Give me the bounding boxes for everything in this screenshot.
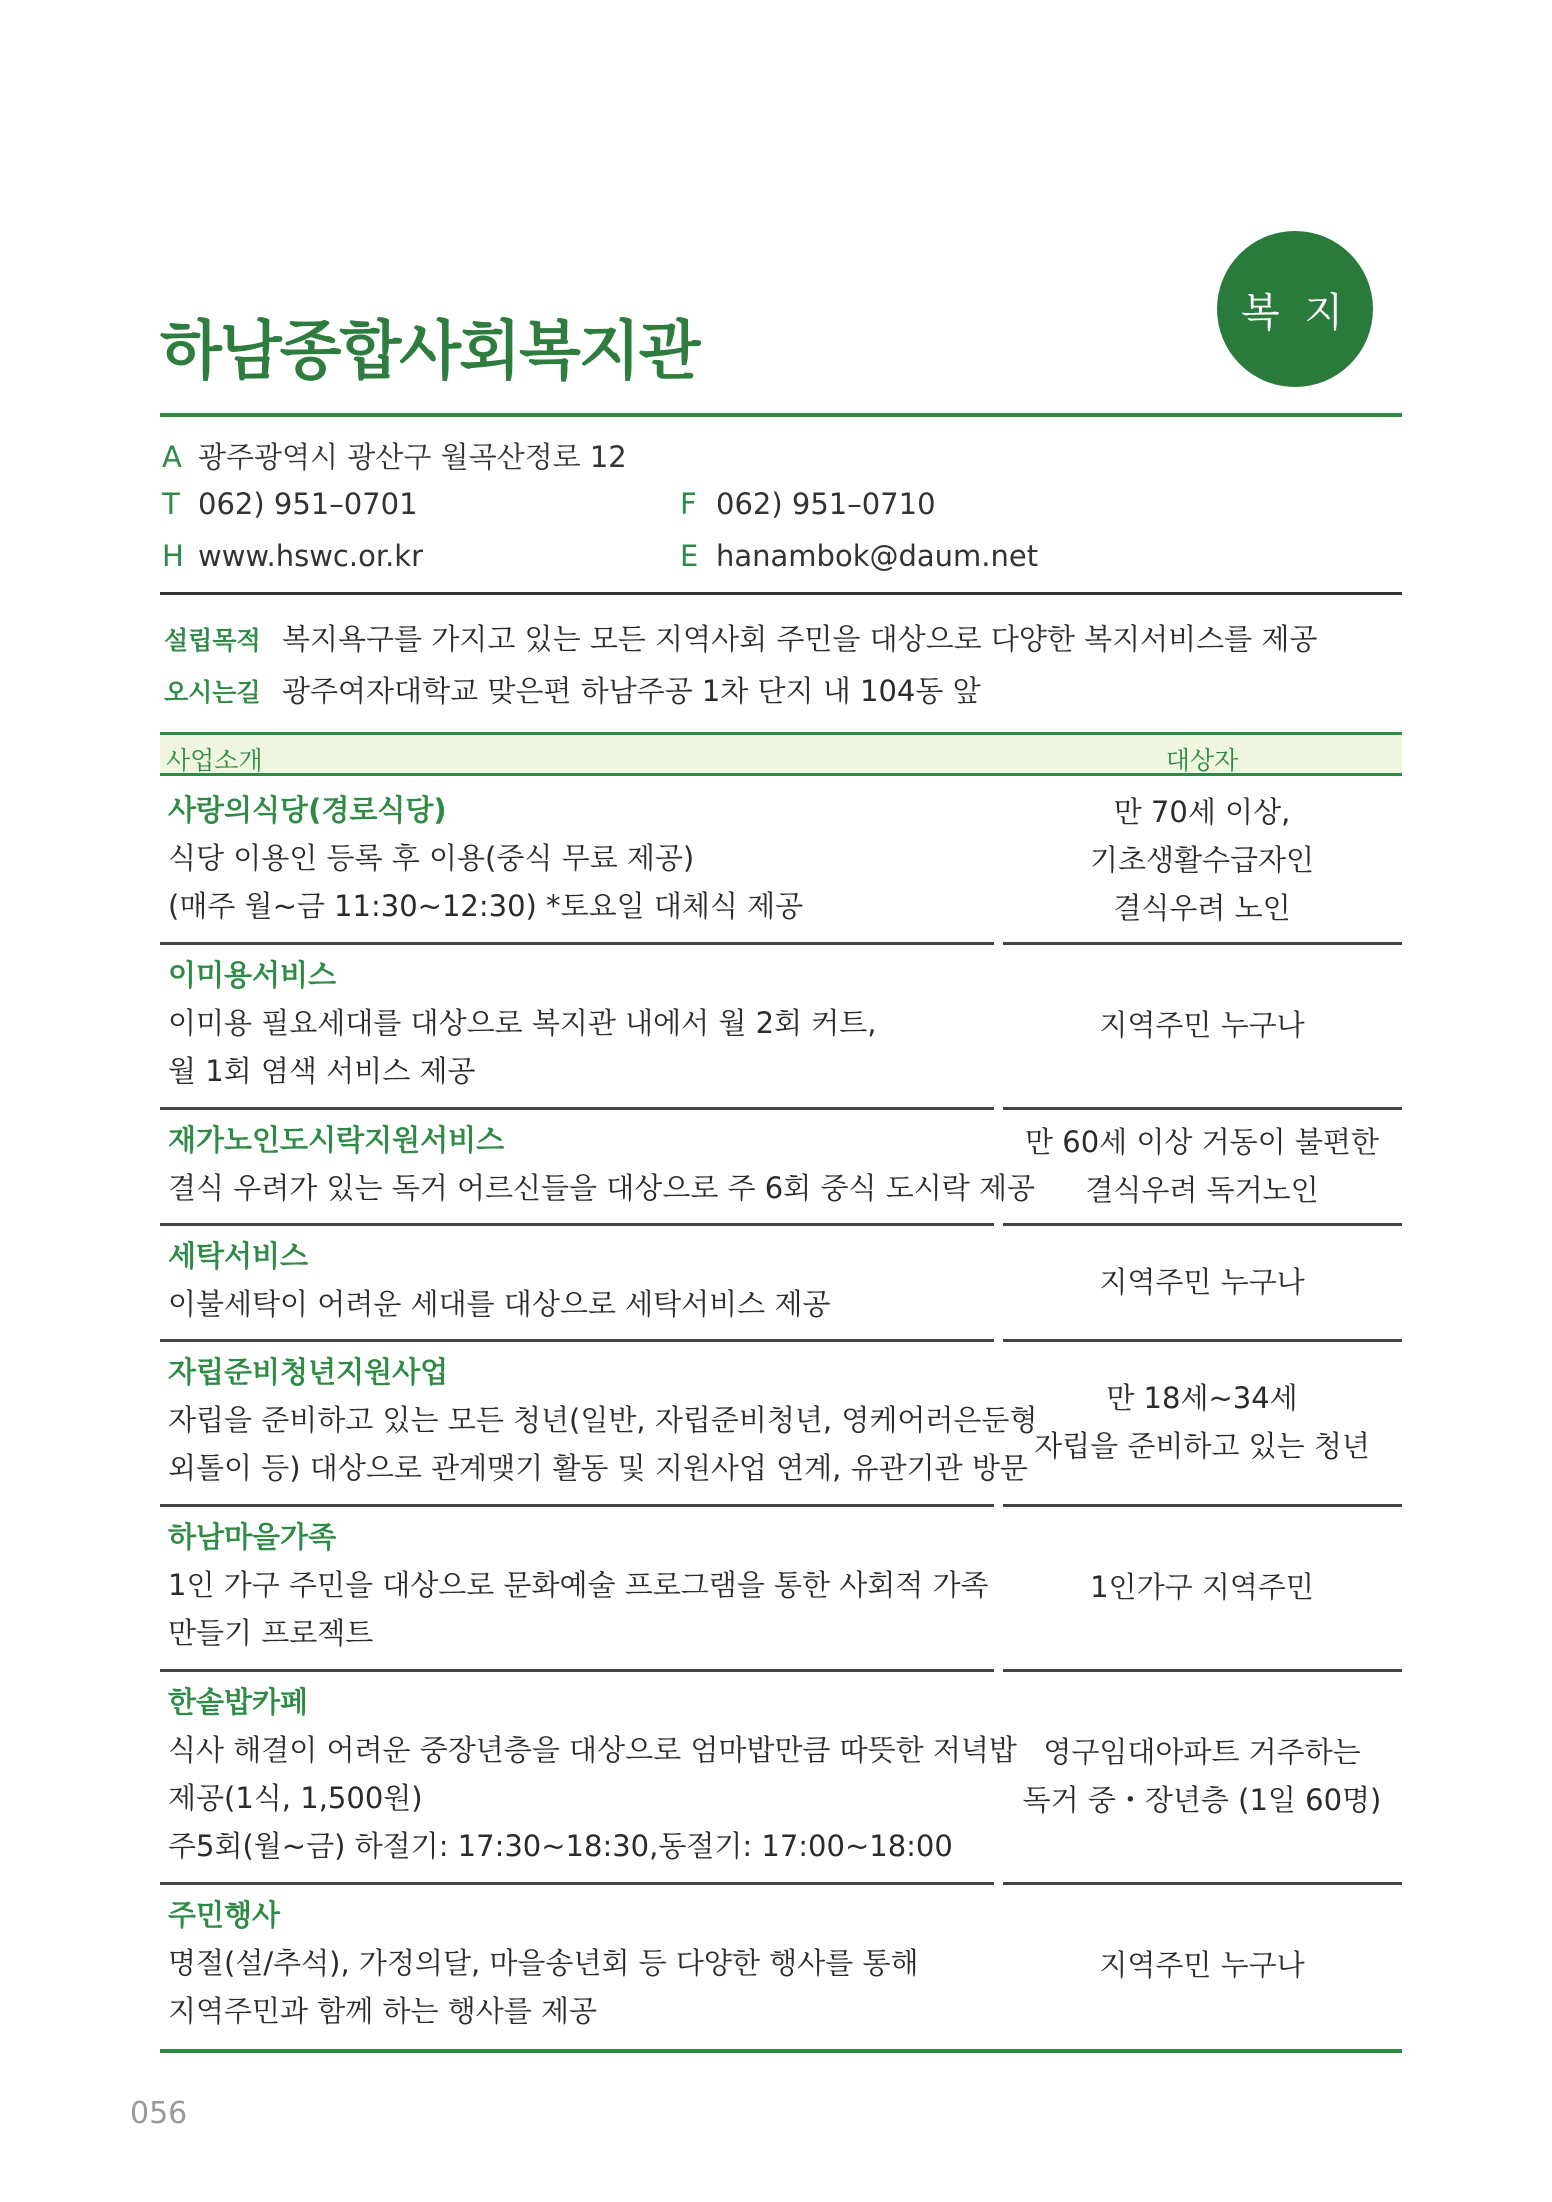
- column-header-target: 대상자: [1165, 746, 1239, 775]
- program-desc-line: 주5회(월~금) 하절기: 17:30~18:30,동절기: 17:00~18:00: [168, 1829, 953, 1863]
- email-link[interactable]: hanambok@daum.net: [716, 539, 1039, 573]
- table-bottom-rule: [160, 2049, 1402, 2053]
- target-line: 지역주민 누구나: [1099, 1008, 1305, 1042]
- homepage-row: [162, 539, 423, 573]
- program-desc-line: 자립을 준비하고 있는 모든 청년(일반, 자립준비청년, 영케어러은둔형: [168, 1403, 1038, 1437]
- row-divider: [160, 1339, 994, 1342]
- program-name: 재가노인도시락지원서비스: [168, 1123, 505, 1157]
- email-row: [680, 539, 1038, 573]
- fax-row: [680, 487, 936, 521]
- row-divider: [1003, 1223, 1402, 1226]
- row-divider: [160, 1882, 994, 1885]
- target-line: 결식우려 노인: [1113, 891, 1291, 925]
- address-row: [162, 435, 627, 476]
- program-name: 자립준비청년지원사업: [168, 1355, 449, 1389]
- table-row: [160, 1678, 1402, 1874]
- address-key: A: [162, 440, 182, 474]
- program-desc-line: 월 1회 염색 서비스 제공: [168, 1054, 476, 1088]
- row-divider: [1003, 942, 1402, 945]
- target-line: 결식우려 독거노인: [1085, 1173, 1319, 1207]
- table-row: [160, 1891, 1402, 2039]
- row-divider: [1003, 1107, 1402, 1110]
- page-number: 056: [130, 2096, 188, 2131]
- target-line: 지역주민 누구나: [1099, 1265, 1305, 1299]
- program-desc-line: 식당 이용인 등록 후 이용(중식 무료 제공): [168, 841, 695, 875]
- row-divider: [160, 1107, 994, 1110]
- purpose-text: 복지욕구를 가지고 있는 모든 지역사회 주민을 대상으로 다양한 복지서비스를 제공: [282, 622, 1318, 656]
- program-desc-line: 만들기 프로젝트: [168, 1616, 374, 1650]
- fax-key: F: [680, 487, 697, 521]
- program-desc-line: 외톨이 등) 대상으로 관계맺기 활동 및 지원사업 연계, 유관기관 방문: [168, 1451, 1028, 1485]
- row-divider: [160, 1504, 994, 1507]
- purpose-label: 설립목적: [164, 626, 261, 655]
- program-name: 한솥밥카페: [168, 1685, 309, 1719]
- program-name: 세탁서비스: [168, 1239, 309, 1273]
- target-line: 지역주민 누구나: [1099, 1948, 1305, 1982]
- target-line: 기초생활수급자인: [1089, 843, 1315, 877]
- directions-text: 광주여자대학교 맞은편 하남주공 1차 단지 내 104동 앞: [282, 674, 981, 708]
- program-desc-line: 명절(설/추석), 가정의달, 마을송년회 등 다양한 행사를 통해: [168, 1946, 919, 1980]
- email-key: E: [680, 539, 699, 573]
- homepage-key: H: [162, 539, 184, 573]
- row-divider: [1003, 1504, 1402, 1507]
- program-name: 주민행사: [168, 1898, 281, 1932]
- column-header-program: 사업소개: [166, 746, 263, 775]
- page-title: 하남종합사회복지관: [160, 315, 699, 389]
- title-underline: [160, 413, 1402, 417]
- target-line: 만 60세 이상 거동이 불편한: [1025, 1125, 1379, 1159]
- program-desc-line: 결식 우려가 있는 독거 어르신들을 대상으로 주 6회 중식 도시락 제공: [168, 1171, 1036, 1205]
- row-divider: [160, 1669, 994, 1672]
- target-line: 영구임대아파트 거주하는: [1043, 1735, 1361, 1769]
- program-name: 이미용서비스: [168, 958, 337, 992]
- target-line: 만 18세~34세: [1106, 1381, 1298, 1415]
- row-divider: [160, 1223, 994, 1226]
- program-desc-line: 이미용 필요세대를 대상으로 복지관 내에서 월 2회 커트,: [168, 1006, 877, 1040]
- tel-row: [162, 487, 418, 521]
- tel-value: 062) 951–0701: [198, 487, 418, 521]
- program-desc-line: 1인 가구 주민을 대상으로 문화예술 프로그램을 통한 사회적 가족: [168, 1568, 989, 1602]
- program-desc-line: 제공(1식, 1,500원): [168, 1781, 423, 1815]
- purpose-row: [164, 617, 1317, 658]
- table-row: [160, 1348, 1402, 1496]
- contact-divider: [160, 592, 1402, 595]
- tel-key: T: [162, 487, 180, 521]
- homepage-link[interactable]: www.hswc.or.kr: [198, 539, 424, 573]
- table-row: [160, 1232, 1402, 1332]
- table-row: [160, 1513, 1402, 1661]
- target-line: 만 70세 이상,: [1113, 795, 1291, 829]
- category-badge: 복 지: [1217, 231, 1373, 387]
- row-divider: [1003, 1339, 1402, 1342]
- program-desc-line: 지역주민과 함께 하는 행사를 제공: [168, 1994, 598, 2028]
- address-value: 광주광역시 광산구 월곡산정로 12: [198, 440, 627, 474]
- table-row: [160, 786, 1402, 934]
- table-row: [160, 951, 1402, 1099]
- target-line: 자립을 준비하고 있는 청년: [1034, 1429, 1370, 1463]
- program-desc-line: 이불세탁이 어려운 세대를 대상으로 세탁서비스 제공: [168, 1287, 831, 1321]
- target-line: 독거 중・장년층 (1일 60명): [1022, 1783, 1382, 1817]
- table-row: [160, 1116, 1402, 1216]
- directions-row: [164, 669, 981, 710]
- row-divider: [1003, 1669, 1402, 1672]
- table-header: [160, 732, 1402, 776]
- program-desc-line: (매주 월~금 11:30~12:30) *토요일 대체식 제공: [168, 889, 804, 923]
- row-divider: [1003, 1882, 1402, 1885]
- program-name: 하남마을가족: [168, 1520, 337, 1554]
- target-line: 1인가구 지역주민: [1090, 1570, 1314, 1604]
- program-desc-line: 식사 해결이 어려운 중장년층을 대상으로 엄마밥만큼 따뜻한 저녁밥: [168, 1733, 1017, 1767]
- directions-label: 오시는길: [164, 678, 261, 707]
- program-name: 사랑의식당(경로식당): [168, 793, 447, 827]
- row-divider: [160, 942, 994, 945]
- fax-value: 062) 951–0710: [716, 487, 936, 521]
